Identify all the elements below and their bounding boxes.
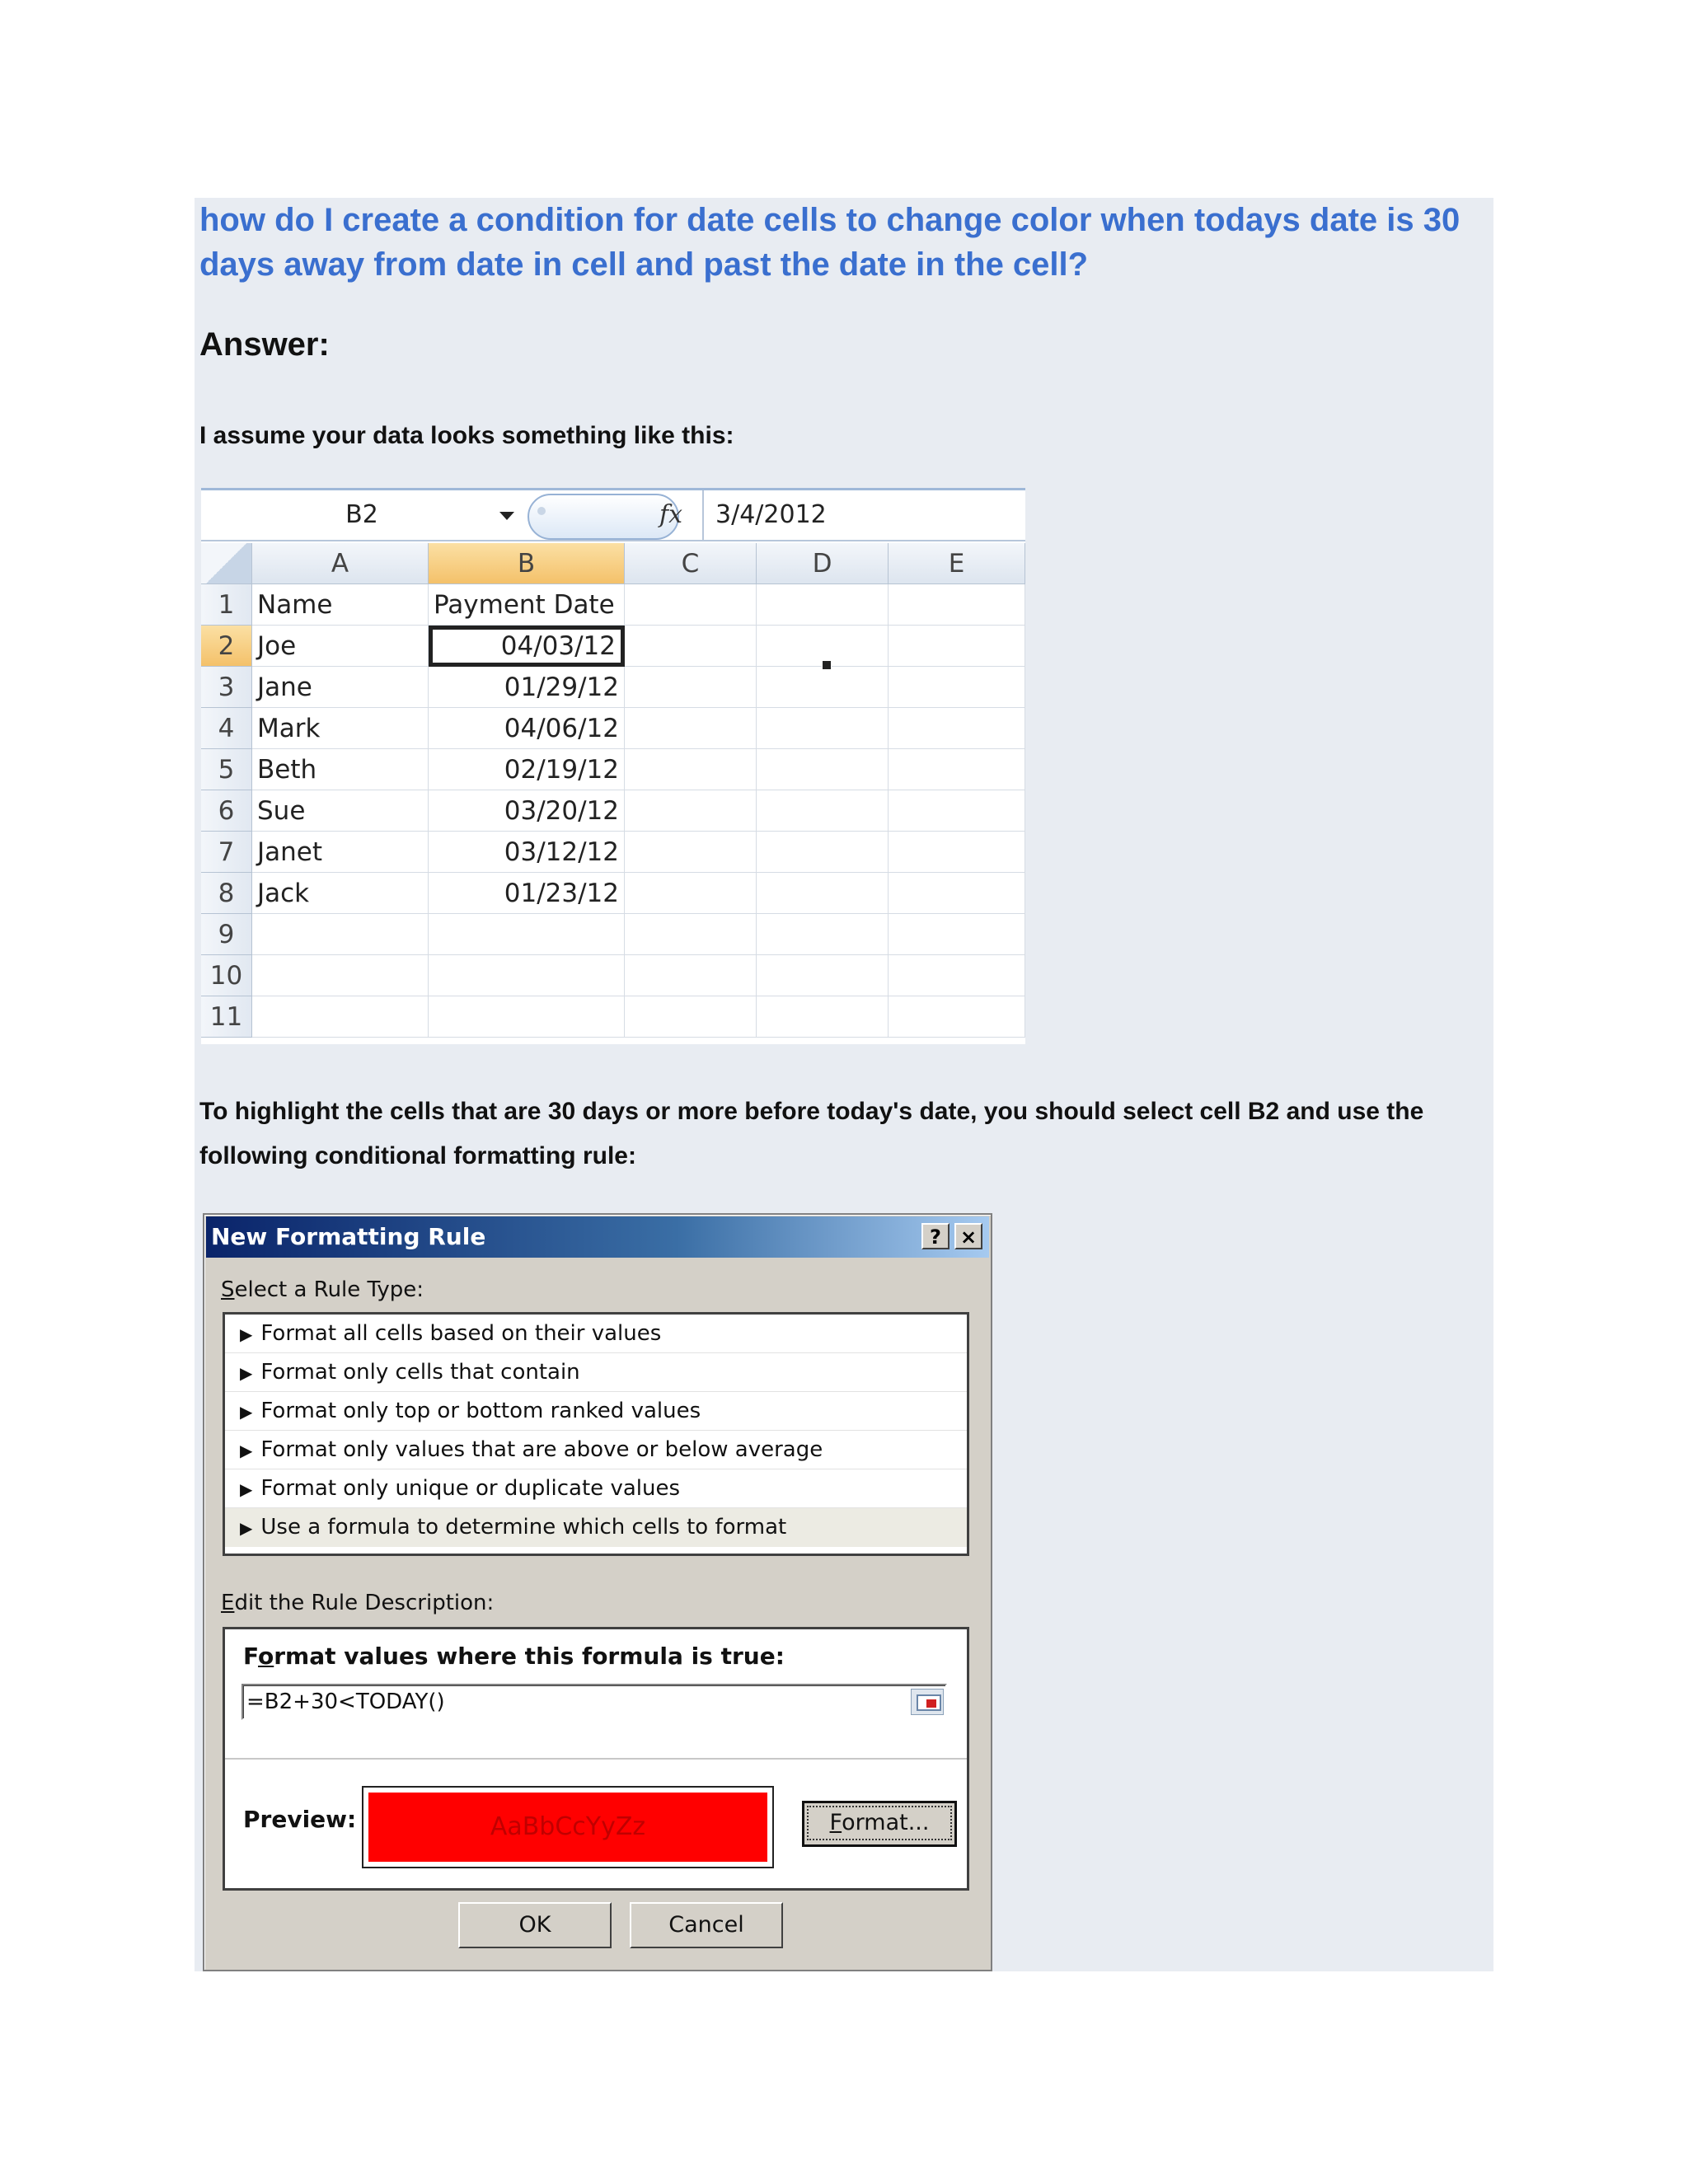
row-header[interactable]: 6 [201,790,252,832]
column-header-e[interactable]: E [889,543,1025,584]
formula-bar [201,490,1025,541]
cell-e2[interactable] [889,626,1025,667]
cell-e4[interactable] [889,708,1025,749]
cell-c4[interactable] [625,708,757,749]
cell-c8[interactable] [625,873,757,914]
table-row [201,584,1025,626]
table-row [201,790,1025,832]
cell-c7[interactable] [625,832,757,873]
cell-c3[interactable] [625,667,757,708]
cancel-button[interactable]: Cancel [630,1902,783,1948]
table-row [201,914,1025,955]
triangle-right-icon: ▶ [240,1402,253,1422]
triangle-right-icon: ▶ [240,1324,253,1344]
cell-b9[interactable] [429,914,625,955]
cell-a4[interactable]: Mark [252,708,429,749]
cell-e6[interactable] [889,790,1025,832]
cell-b11[interactable] [429,996,625,1038]
formula-text: =B2+30<TODAY() [246,1690,445,1714]
help-button[interactable]: ? [921,1223,950,1249]
list-item[interactable]: ▶ Format only cells that contain [225,1353,967,1392]
cell-a9[interactable] [252,914,429,955]
cell-d5[interactable] [757,749,889,790]
cell-d10[interactable] [757,955,889,996]
cell-e11[interactable] [889,996,1025,1038]
cell-d1[interactable] [757,584,889,626]
cell-c5[interactable] [625,749,757,790]
rule-type-list [223,1312,969,1556]
table-row [201,708,1025,749]
cell-b4[interactable]: 04/06/12 [429,708,625,749]
close-button[interactable]: × [954,1223,982,1249]
triangle-right-icon: ▶ [240,1363,253,1383]
name-box-dropdown-icon[interactable] [499,512,514,520]
row-header[interactable]: 1 [201,584,252,626]
cell-e9[interactable] [889,914,1025,955]
preview-box [362,1786,774,1868]
preview-sample: AaBbCcYyZz [368,1793,767,1862]
cell-c9[interactable] [625,914,757,955]
cell-d9[interactable] [757,914,889,955]
instruction-text: To highlight the cells that are 30 days or more before today's date, you should select cell B2 and use the following conditional formatting rule: [199,1098,1424,1169]
cell-e3[interactable] [889,667,1025,708]
cell-a1[interactable]: Name [252,584,429,626]
list-item[interactable]: ▶ Format only values that are above or below average [225,1431,967,1469]
table-row [201,955,1025,996]
collapse-dialog-icon[interactable] [911,1689,944,1715]
triangle-right-icon: ▶ [240,1518,253,1538]
cell-e5[interactable] [889,749,1025,790]
rule-description-panel [223,1627,969,1891]
cell-b10[interactable] [429,955,625,996]
formula-bar-handle[interactable] [528,494,679,540]
table-row [201,667,1025,708]
cell-c10[interactable] [625,955,757,996]
ok-button[interactable]: OK [458,1902,612,1948]
cell-a11[interactable] [252,996,429,1038]
list-item[interactable]: ▶ Format all cells based on their values [225,1315,967,1353]
row-header[interactable]: 9 [201,914,252,955]
fill-handle[interactable] [822,660,832,670]
cell-e10[interactable] [889,955,1025,996]
select-all-corner[interactable] [201,543,252,584]
column-header-b[interactable]: B [429,543,625,584]
name-box[interactable]: B2 [345,500,378,529]
cell-c1[interactable] [625,584,757,626]
row-header[interactable]: 2 [201,626,252,667]
dialog-title: New Formatting Rule [211,1223,486,1250]
cell-e7[interactable] [889,832,1025,873]
new-formatting-rule-dialog [203,1213,992,1971]
table-row [201,996,1025,1038]
column-header-a[interactable]: A [252,543,429,584]
row-header[interactable]: 8 [201,873,252,914]
cell-b8[interactable]: 01/23/12 [429,873,625,914]
cell-d3[interactable] [757,667,889,708]
row-header[interactable]: 3 [201,667,252,708]
cell-d7[interactable] [757,832,889,873]
cell-a6[interactable]: Sue [252,790,429,832]
table-row [201,832,1025,873]
row-header[interactable]: 11 [201,996,252,1038]
function-icon[interactable]: fx [659,500,683,529]
cell-e8[interactable] [889,873,1025,914]
select-rule-type-label: Select a Rule Type: [221,1277,424,1302]
answer-heading: Answer: [199,326,330,363]
table-row [201,873,1025,914]
format-button[interactable]: Format... [802,1801,957,1847]
excel-screenshot [201,488,1025,1044]
cell-a7[interactable]: Janet [252,832,429,873]
question-title: how do I create a condition for date cells to change color when todays date is 30 days away from date in cell and past the date in the cell? [199,202,1461,283]
list-item-selected[interactable]: ▶ Use a formula to determine which cells to format [225,1508,967,1547]
cell-d6[interactable] [757,790,889,832]
row-header[interactable]: 10 [201,955,252,996]
table-row [201,749,1025,790]
formula-value[interactable]: 3/4/2012 [715,500,827,529]
formula-input[interactable] [241,1684,947,1720]
cell-b6[interactable]: 03/20/12 [429,790,625,832]
triangle-right-icon: ▶ [240,1441,253,1460]
cell-b1[interactable]: Payment Date [429,584,625,626]
cell-d8[interactable] [757,873,889,914]
cell-b2-active[interactable]: 04/03/12 [429,626,625,667]
cell-b5[interactable]: 02/19/12 [429,749,625,790]
column-header-d[interactable]: D [757,543,889,584]
cell-d11[interactable] [757,996,889,1038]
list-item[interactable]: ▶ Format only unique or duplicate values [225,1469,967,1508]
cell-d4[interactable] [757,708,889,749]
table-row [201,626,1025,667]
list-item[interactable]: ▶ Format only top or bottom ranked values [225,1392,967,1431]
cell-a3[interactable]: Jane [252,667,429,708]
cell-a10[interactable] [252,955,429,996]
cell-c11[interactable] [625,996,757,1038]
cell-e1[interactable] [889,584,1025,626]
row-header[interactable]: 7 [201,832,252,873]
column-header-c[interactable]: C [625,543,757,584]
preview-label: Preview: [243,1806,357,1833]
row-header[interactable]: 5 [201,749,252,790]
edit-rule-description-label: Edit the Rule Description: [221,1591,495,1615]
cell-b7[interactable]: 03/12/12 [429,832,625,873]
cell-b3[interactable]: 01/29/12 [429,667,625,708]
cell-a5[interactable]: Beth [252,749,429,790]
cell-c6[interactable] [625,790,757,832]
dialog-titlebar[interactable] [206,1216,989,1258]
cell-a8[interactable]: Jack [252,873,429,914]
cell-c2[interactable] [625,626,757,667]
formula-label: Format values where this formula is true: [243,1643,785,1670]
cell-a2[interactable]: Joe [252,626,429,667]
triangle-right-icon: ▶ [240,1479,253,1499]
intro-text: I assume your data looks something like this: [199,422,734,449]
row-header[interactable]: 4 [201,708,252,749]
